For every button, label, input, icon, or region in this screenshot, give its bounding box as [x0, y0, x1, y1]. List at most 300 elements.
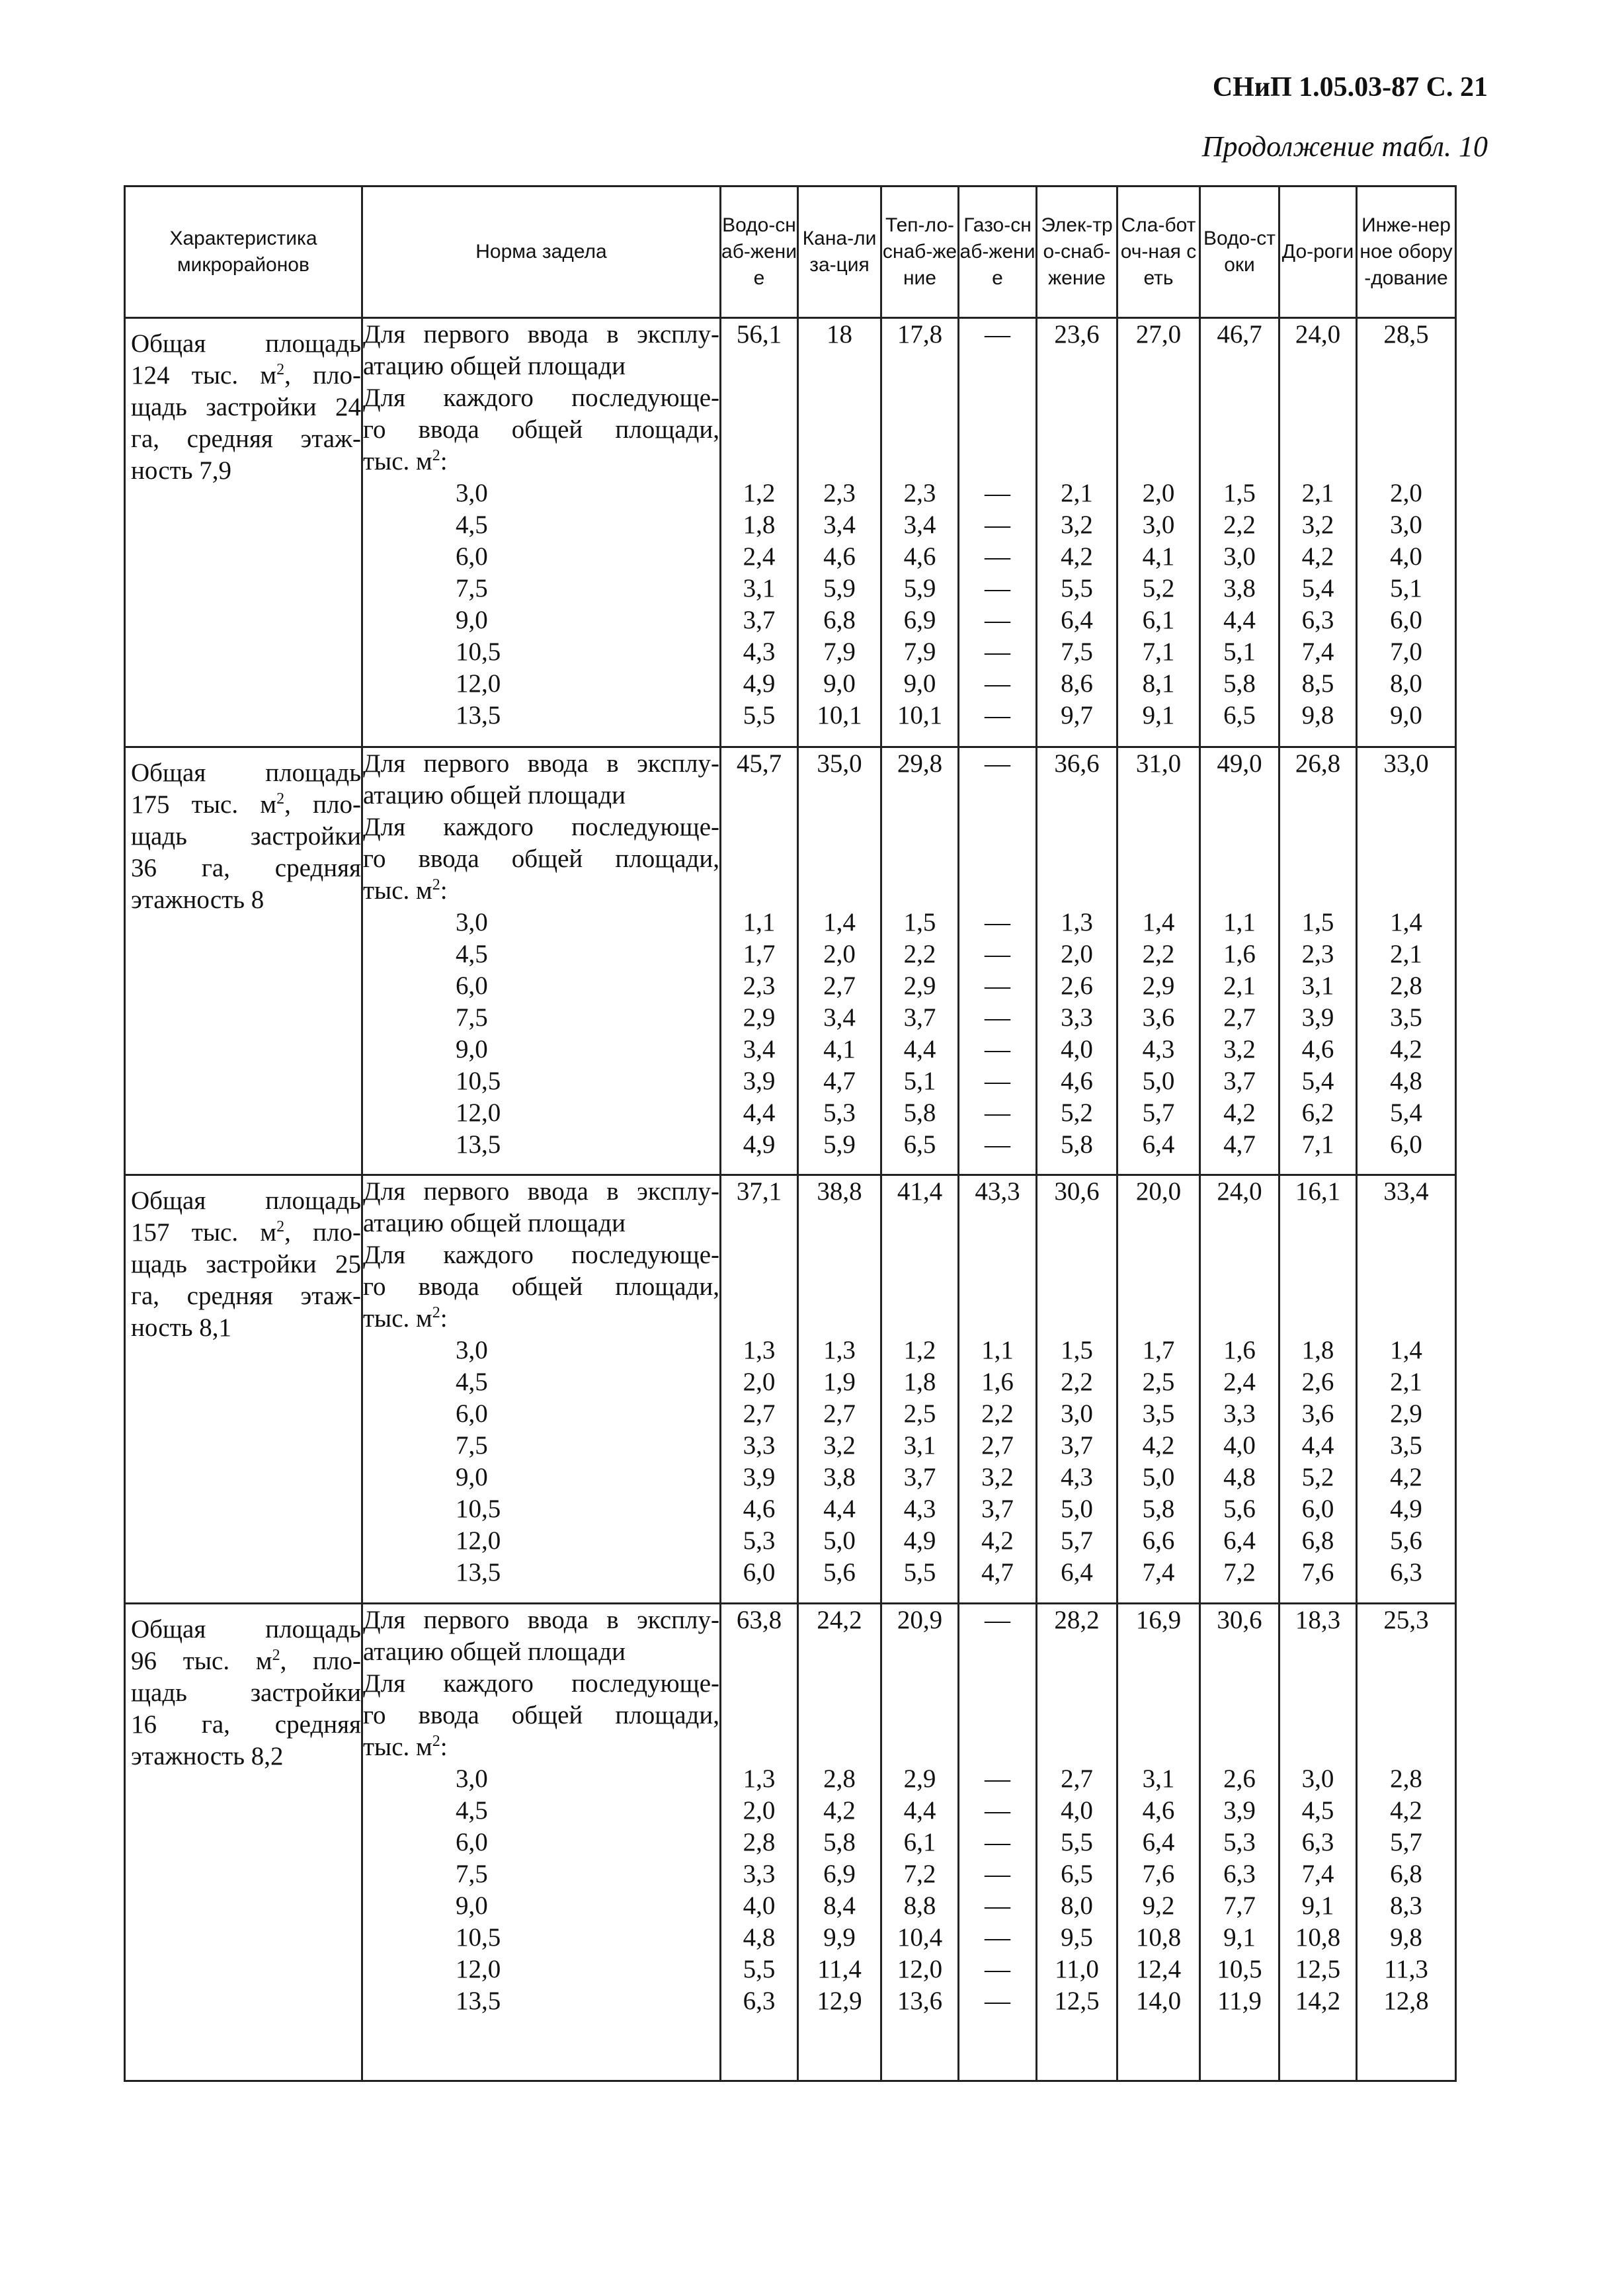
subsequent-value: 4,7 — [823, 1067, 856, 1095]
subsequent-value: 4,2 — [1142, 1431, 1175, 1460]
subsequent-value: 7,4 — [1301, 638, 1334, 666]
first-input-value: 49,0 — [1217, 749, 1262, 778]
subsequent-value: 12,4 — [1135, 1955, 1182, 1983]
subsequent-value: 12,9 — [817, 1987, 862, 2015]
subsequent-value: 7,5 — [1061, 638, 1093, 666]
subsequent-value: 12,5 — [1054, 1987, 1100, 2015]
subsequent-value: 7,6 — [1142, 1860, 1175, 1888]
first-input-value: 24,2 — [817, 1606, 862, 1634]
value-column — [798, 1604, 881, 2081]
value-column — [1200, 1604, 1279, 2081]
subsequent-value: 1,1 — [1223, 908, 1256, 936]
size-list — [363, 477, 719, 731]
district-characteristic — [125, 318, 362, 747]
subsequent-value: 3,4 — [903, 511, 936, 539]
subsequent-value: 8,3 — [1390, 1891, 1422, 1920]
size-value: 6,0 — [456, 1399, 488, 1428]
subsequent-value: 3,7 — [1223, 1067, 1256, 1095]
subsequent-value: 6,4 — [1061, 606, 1093, 634]
col-sewer: Кана-лиза-ция — [798, 186, 881, 318]
size-value: 9,0 — [456, 1891, 488, 1920]
subsequent-value: 3,4 — [743, 1035, 776, 1063]
table-group-row — [125, 747, 1456, 1175]
unit-superscript: 2 — [432, 1304, 440, 1321]
col-water: Водо-снаб-жение — [721, 186, 798, 318]
subsequent-value: 6,3 — [1390, 1558, 1422, 1587]
subsequent-value: 6,0 — [1390, 606, 1422, 634]
subsequent-value: 2,6 — [1301, 1368, 1334, 1396]
subsequent-value: — — [985, 1130, 1010, 1159]
size-value: 10,5 — [456, 1067, 501, 1095]
subsequent-value: 4,4 — [903, 1035, 936, 1063]
subsequent-value: 1,3 — [823, 1336, 856, 1364]
unit-superscript: 2 — [432, 447, 440, 464]
characteristic-line: 96 тыс. м — [131, 1647, 272, 1675]
subsequent-value: 5,8 — [903, 1098, 936, 1127]
subsequent-value: 1,1 — [743, 908, 776, 936]
value-column — [1279, 1175, 1357, 1604]
size-list — [363, 1763, 719, 2017]
first-input-value: 24,0 — [1295, 320, 1341, 349]
subsequent-value: 9,8 — [1390, 1923, 1422, 1952]
subsequent-value: 4,2 — [1061, 542, 1093, 571]
subsequent-value: 5,0 — [1061, 1495, 1093, 1523]
col-heat: Теп-ло-снаб-жение — [881, 186, 959, 318]
subsequent-value: 5,8 — [1142, 1495, 1175, 1523]
subsequent-value: 1,2 — [903, 1336, 936, 1364]
subsequent-value: 11,4 — [817, 1955, 862, 1983]
subsequent-value: 6,8 — [1390, 1860, 1422, 1888]
value-column — [1037, 747, 1117, 1175]
characteristic-line: 16 га, средняя — [131, 1710, 361, 1739]
value-column — [1117, 318, 1200, 747]
first-input-value: 38,8 — [817, 1177, 862, 1206]
subsequent-value: 9,9 — [823, 1923, 856, 1952]
subsequent-value: 6,5 — [1223, 701, 1256, 729]
first-input-value: 36,6 — [1054, 749, 1100, 778]
subsequent-value: 4,4 — [743, 1098, 776, 1127]
value-column — [1117, 747, 1200, 1175]
value-column — [798, 747, 881, 1175]
characteristic-line: 124 тыс. м — [131, 361, 277, 390]
size-value: 13,5 — [456, 701, 501, 729]
subsequent-value: 4,8 — [743, 1923, 776, 1952]
subsequent-value: — — [985, 511, 1010, 539]
subsequent-value: 3,1 — [903, 1431, 936, 1460]
norm-line-part: : — [440, 876, 448, 905]
value-column — [881, 747, 959, 1175]
subsequent-value: 3,5 — [1390, 1431, 1422, 1460]
characteristic-line: га, средняя этаж- — [131, 425, 361, 453]
subsequent-value: 2,9 — [903, 1764, 936, 1793]
subsequent-value: — — [985, 1098, 1010, 1127]
subsequent-value: 4,7 — [981, 1558, 1014, 1587]
first-input-value: 29,8 — [897, 749, 943, 778]
size-value: 6,0 — [456, 542, 488, 571]
norm-line-part: тыс. м — [363, 1733, 432, 1761]
subsequent-value: 3,3 — [743, 1860, 776, 1888]
characteristic-line-tail: , пло- — [280, 1647, 361, 1675]
subsequent-value: 9,2 — [1142, 1891, 1175, 1920]
subsequent-value: 6,9 — [823, 1860, 856, 1888]
subsequent-value: 3,2 — [1301, 511, 1334, 539]
value-column — [1357, 1175, 1456, 1604]
norm-line: го ввода общей площади, — [363, 1272, 719, 1301]
subsequent-value: 4,2 — [1223, 1098, 1256, 1127]
value-column — [881, 1604, 959, 2081]
subsequent-value: — — [985, 972, 1010, 1000]
first-input-value: 31,0 — [1135, 749, 1182, 778]
subsequent-value: 5,8 — [1223, 669, 1256, 698]
subsequent-value: 6,8 — [1301, 1526, 1334, 1555]
subsequent-value: 2,9 — [743, 1003, 776, 1032]
characteristic-line: га, средняя этаж- — [131, 1282, 361, 1310]
subsequent-value: 5,5 — [743, 701, 776, 729]
norm-line — [363, 875, 719, 907]
subsequent-value: 5,5 — [903, 1558, 936, 1587]
subsequent-value: 2,0 — [1390, 479, 1422, 507]
first-input-value: 30,6 — [1054, 1177, 1100, 1206]
subsequent-value: 4,6 — [823, 542, 856, 571]
subsequent-value: 2,1 — [1223, 972, 1256, 1000]
subsequent-value: 12,0 — [897, 1955, 943, 1983]
subsequent-value: 2,7 — [981, 1431, 1014, 1460]
subsequent-value: 6,5 — [903, 1130, 936, 1159]
characteristic-line: ность 7,9 — [131, 456, 231, 485]
subsequent-value: 2,2 — [1061, 1368, 1093, 1396]
subsequent-value: 5,3 — [1223, 1828, 1256, 1856]
norms-table — [124, 185, 1457, 2082]
subsequent-value: 2,1 — [1301, 479, 1334, 507]
subsequent-value: 6,9 — [903, 606, 936, 634]
value-column — [1357, 747, 1456, 1175]
value-column — [1037, 318, 1117, 747]
subsequent-value: 3,7 — [1061, 1431, 1093, 1460]
first-input-value: 30,6 — [1217, 1606, 1262, 1634]
subsequent-value: 4,4 — [1301, 1431, 1334, 1460]
subsequent-value: 7,1 — [1301, 1130, 1334, 1159]
subsequent-value: 8,4 — [823, 1891, 856, 1920]
subsequent-value: 5,7 — [1061, 1526, 1093, 1555]
characteristic-line: Общая площадь — [131, 329, 361, 358]
subsequent-value: 5,4 — [1301, 1067, 1334, 1095]
subsequent-value: 6,0 — [1390, 1130, 1422, 1159]
size-value: 4,5 — [456, 511, 488, 539]
subsequent-value: 2,0 — [1061, 940, 1093, 968]
characteristic-line: ность 8,1 — [131, 1313, 231, 1342]
subsequent-value: 1,3 — [743, 1336, 776, 1364]
subsequent-value: 4,9 — [743, 669, 776, 698]
subsequent-value: 4,8 — [1390, 1067, 1422, 1095]
characteristic-line: этажность 8,2 — [131, 1742, 284, 1770]
subsequent-value: 2,8 — [823, 1764, 856, 1793]
subsequent-value: 6,3 — [1301, 1828, 1334, 1856]
subsequent-value: 3,1 — [743, 574, 776, 602]
norm-line-part: тыс. м — [363, 876, 432, 905]
subsequent-value: 5,6 — [823, 1558, 856, 1587]
subsequent-value: 5,0 — [1142, 1463, 1175, 1491]
subsequent-value: — — [985, 940, 1010, 968]
first-input-value: 20,0 — [1135, 1177, 1182, 1206]
subsequent-value: 5,4 — [1390, 1098, 1422, 1127]
subsequent-value: 7,6 — [1301, 1558, 1334, 1587]
subsequent-value: 1,7 — [1142, 1336, 1175, 1364]
value-column — [1279, 747, 1357, 1175]
subsequent-value: 2,9 — [1390, 1399, 1422, 1428]
norm-line-part: : — [440, 1304, 448, 1333]
subsequent-value: 1,3 — [1061, 908, 1093, 936]
subsequent-value: 2,0 — [743, 1368, 776, 1396]
subsequent-value: 12,5 — [1295, 1955, 1341, 1983]
subsequent-value: 12,8 — [1383, 1987, 1429, 2015]
subsequent-value: — — [985, 1955, 1010, 1983]
subsequent-value: 6,5 — [1061, 1860, 1093, 1888]
size-value: 13,5 — [456, 1558, 501, 1587]
value-column — [1357, 318, 1456, 747]
subsequent-value: — — [985, 1003, 1010, 1032]
characteristic-line: щадь застройки 24 — [131, 393, 361, 421]
subsequent-value: 5,2 — [1301, 1463, 1334, 1491]
first-input-value: 28,2 — [1054, 1606, 1100, 1634]
size-value: 12,0 — [456, 1955, 501, 1983]
characteristic-line: щадь застройки — [131, 822, 361, 850]
subsequent-value: 4,6 — [1142, 1796, 1175, 1825]
subsequent-value: 14,0 — [1135, 1987, 1182, 2015]
subsequent-value: 8,6 — [1061, 669, 1093, 698]
subsequent-value: 2,7 — [1223, 1003, 1256, 1032]
subsequent-value: 9,1 — [1142, 701, 1175, 729]
subsequent-value: 4,1 — [1142, 542, 1175, 571]
subsequent-value: 7,0 — [1390, 638, 1422, 666]
characteristic-line: этажность 8 — [131, 886, 264, 914]
subsequent-value: 10,8 — [1295, 1923, 1341, 1952]
subsequent-value: — — [985, 1891, 1010, 1920]
value-column — [881, 318, 959, 747]
subsequent-value: 8,1 — [1142, 669, 1175, 698]
subsequent-value: 1,5 — [1061, 1336, 1093, 1364]
subsequent-value: 9,7 — [1061, 701, 1093, 729]
table-group-row — [125, 1604, 1456, 2081]
subsequent-value: 14,2 — [1295, 1987, 1341, 2015]
norm-line: атацию общей площади — [363, 352, 626, 380]
subsequent-value: 3,6 — [1301, 1399, 1334, 1428]
first-input-value: 17,8 — [897, 320, 943, 349]
subsequent-value: 3,3 — [1223, 1399, 1256, 1428]
characteristic-line: щадь застройки 25 — [131, 1250, 361, 1278]
subsequent-value: 10,1 — [817, 701, 862, 729]
subsequent-value: 3,9 — [743, 1463, 776, 1491]
size-value: 3,0 — [456, 1336, 488, 1364]
subsequent-value: 3,9 — [743, 1067, 776, 1095]
subsequent-value: 3,0 — [1223, 542, 1256, 571]
subsequent-value: — — [985, 574, 1010, 602]
subsequent-value: 4,0 — [743, 1891, 776, 1920]
subsequent-value: 3,9 — [1301, 1003, 1334, 1032]
col-elec: Элек-тро-снаб-жение — [1037, 186, 1117, 318]
subsequent-value: 9,0 — [823, 669, 856, 698]
subsequent-value: 6,4 — [1142, 1130, 1175, 1159]
subsequent-value: 1,6 — [1223, 940, 1256, 968]
subsequent-value: 6,2 — [1301, 1098, 1334, 1127]
size-value: 3,0 — [456, 908, 488, 936]
subsequent-value: 2,3 — [743, 972, 776, 1000]
norm-line: Для каждого последующе- — [363, 1669, 719, 1698]
subsequent-value: 6,0 — [743, 1558, 776, 1587]
subsequent-value: 5,7 — [1390, 1828, 1422, 1856]
characteristic-line-tail: , пло- — [284, 1218, 361, 1247]
size-value: 10,5 — [456, 1495, 501, 1523]
value-column — [959, 1175, 1037, 1604]
subsequent-value: 1,4 — [1390, 908, 1422, 936]
size-value: 7,5 — [456, 1003, 488, 1032]
characteristic-line: Общая площадь — [131, 1186, 361, 1215]
subsequent-value: 1,1 — [981, 1336, 1014, 1364]
subsequent-value: 4,7 — [1223, 1130, 1256, 1159]
subsequent-value: 5,9 — [903, 574, 936, 602]
value-column — [1357, 1604, 1456, 2081]
subsequent-value: 9,0 — [1390, 701, 1422, 729]
norm-line: Для первого ввода в эксплу- — [363, 749, 719, 778]
subsequent-value: 4,0 — [1061, 1035, 1093, 1063]
subsequent-value: 3,5 — [1142, 1399, 1175, 1428]
subsequent-value: 5,2 — [1142, 574, 1175, 602]
subsequent-value: 3,1 — [1301, 972, 1334, 1000]
subsequent-value: 3,3 — [1061, 1003, 1093, 1032]
subsequent-value: 4,2 — [1390, 1463, 1422, 1491]
subsequent-value: 4,6 — [743, 1495, 776, 1523]
subsequent-value: 2,2 — [1223, 511, 1256, 539]
norm-line: го ввода общей площади, — [363, 1701, 719, 1729]
subsequent-value: 2,7 — [823, 972, 856, 1000]
first-input-value: 56,1 — [736, 320, 782, 349]
subsequent-value: 5,1 — [903, 1067, 936, 1095]
norm-description — [362, 318, 721, 747]
subsequent-value: 2,3 — [1301, 940, 1334, 968]
subsequent-value: — — [985, 1764, 1010, 1793]
subsequent-value: 6,1 — [1142, 606, 1175, 634]
subsequent-value: 3,1 — [1142, 1764, 1175, 1793]
norm-line: Для первого ввода в эксплу- — [363, 1177, 719, 1206]
subsequent-value: 4,3 — [1142, 1035, 1175, 1063]
table-continuation: Продолжение табл. 10 — [1201, 130, 1488, 163]
first-input-value: — — [985, 749, 1010, 778]
value-column — [1117, 1175, 1200, 1604]
first-input-value: 35,0 — [817, 749, 862, 778]
subsequent-value: 2,1 — [1390, 940, 1422, 968]
subsequent-value: 4,2 — [1390, 1796, 1422, 1825]
subsequent-value: 4,5 — [1301, 1796, 1334, 1825]
subsequent-value: — — [985, 669, 1010, 698]
first-input-value: 63,8 — [736, 1606, 782, 1634]
subsequent-value: 3,7 — [903, 1463, 936, 1491]
size-value: 9,0 — [456, 606, 488, 634]
subsequent-value: 5,1 — [1223, 638, 1256, 666]
subsequent-value: 11,3 — [1384, 1955, 1428, 1983]
size-value: 7,5 — [456, 574, 488, 602]
subsequent-value: 5,5 — [743, 1955, 776, 1983]
col-drain: Водо-стоки — [1200, 186, 1279, 318]
subsequent-value: 5,0 — [823, 1526, 856, 1555]
table-group-row — [125, 1175, 1456, 1604]
unit-superscript: 2 — [276, 790, 285, 807]
norm-line-part: : — [440, 447, 448, 476]
subsequent-value: 4,0 — [1223, 1431, 1256, 1460]
first-input-value: 24,0 — [1217, 1177, 1262, 1206]
value-column — [721, 747, 798, 1175]
subsequent-value: 3,6 — [1142, 1003, 1175, 1032]
subsequent-value: 1,2 — [743, 479, 776, 507]
subsequent-value: 3,2 — [823, 1431, 856, 1460]
subsequent-value: 5,9 — [823, 1130, 856, 1159]
subsequent-value: 4,0 — [1061, 1796, 1093, 1825]
subsequent-value: 4,1 — [823, 1035, 856, 1063]
subsequent-value: 1,4 — [1390, 1336, 1422, 1364]
size-value: 12,0 — [456, 1098, 501, 1127]
subsequent-value: 7,9 — [823, 638, 856, 666]
size-value: 9,0 — [456, 1463, 488, 1491]
subsequent-value: 1,7 — [743, 940, 776, 968]
size-value: 4,5 — [456, 1796, 488, 1825]
subsequent-value: 4,3 — [903, 1495, 936, 1523]
subsequent-value: 5,9 — [823, 574, 856, 602]
norm-description — [362, 747, 721, 1175]
value-column — [1200, 747, 1279, 1175]
subsequent-value: 4,2 — [981, 1526, 1014, 1555]
value-column — [881, 1175, 959, 1604]
first-input-value: 20,9 — [897, 1606, 943, 1634]
subsequent-value: 6,4 — [1061, 1558, 1093, 1587]
subsequent-value: 6,3 — [743, 1987, 776, 2015]
subsequent-value: 7,2 — [903, 1860, 936, 1888]
first-input-value: 33,0 — [1383, 749, 1429, 778]
value-column — [1279, 318, 1357, 747]
subsequent-value: 8,0 — [1061, 1891, 1093, 1920]
first-input-value: 18 — [827, 320, 852, 349]
subsequent-value: — — [985, 542, 1010, 571]
subsequent-value: 3,5 — [1390, 1003, 1422, 1032]
characteristic-line: Общая площадь — [131, 1615, 361, 1643]
value-column — [721, 318, 798, 747]
subsequent-value: 2,7 — [823, 1399, 856, 1428]
value-column — [1279, 1604, 1357, 2081]
subsequent-value: 2,6 — [1061, 972, 1093, 1000]
norm-description — [362, 1175, 721, 1604]
subsequent-value: 10,5 — [1217, 1955, 1262, 1983]
subsequent-value: 3,0 — [1142, 511, 1175, 539]
norm-line: Для каждого последующе- — [363, 384, 719, 412]
characteristic-line: 157 тыс. м — [131, 1218, 277, 1247]
subsequent-value: 2,2 — [903, 940, 936, 968]
subsequent-value: 1,9 — [823, 1368, 856, 1396]
value-column — [721, 1604, 798, 2081]
subsequent-value: 3,8 — [823, 1463, 856, 1491]
first-input-value: 43,3 — [975, 1177, 1020, 1206]
subsequent-value: 5,6 — [1223, 1495, 1256, 1523]
value-column — [959, 747, 1037, 1175]
subsequent-value: 1,5 — [903, 908, 936, 936]
subsequent-value: 2,3 — [903, 479, 936, 507]
first-input-value: 37,1 — [736, 1177, 782, 1206]
first-input-value: 16,1 — [1295, 1177, 1341, 1206]
subsequent-value: 3,7 — [981, 1495, 1014, 1523]
subsequent-value: 7,4 — [1142, 1558, 1175, 1587]
subsequent-value: 2,2 — [981, 1399, 1014, 1428]
subsequent-value: 4,4 — [903, 1796, 936, 1825]
subsequent-value: 5,4 — [1301, 574, 1334, 602]
norm-line: Для каждого последующе- — [363, 1241, 719, 1269]
subsequent-value: 3,2 — [1223, 1035, 1256, 1063]
unit-superscript: 2 — [432, 876, 440, 893]
